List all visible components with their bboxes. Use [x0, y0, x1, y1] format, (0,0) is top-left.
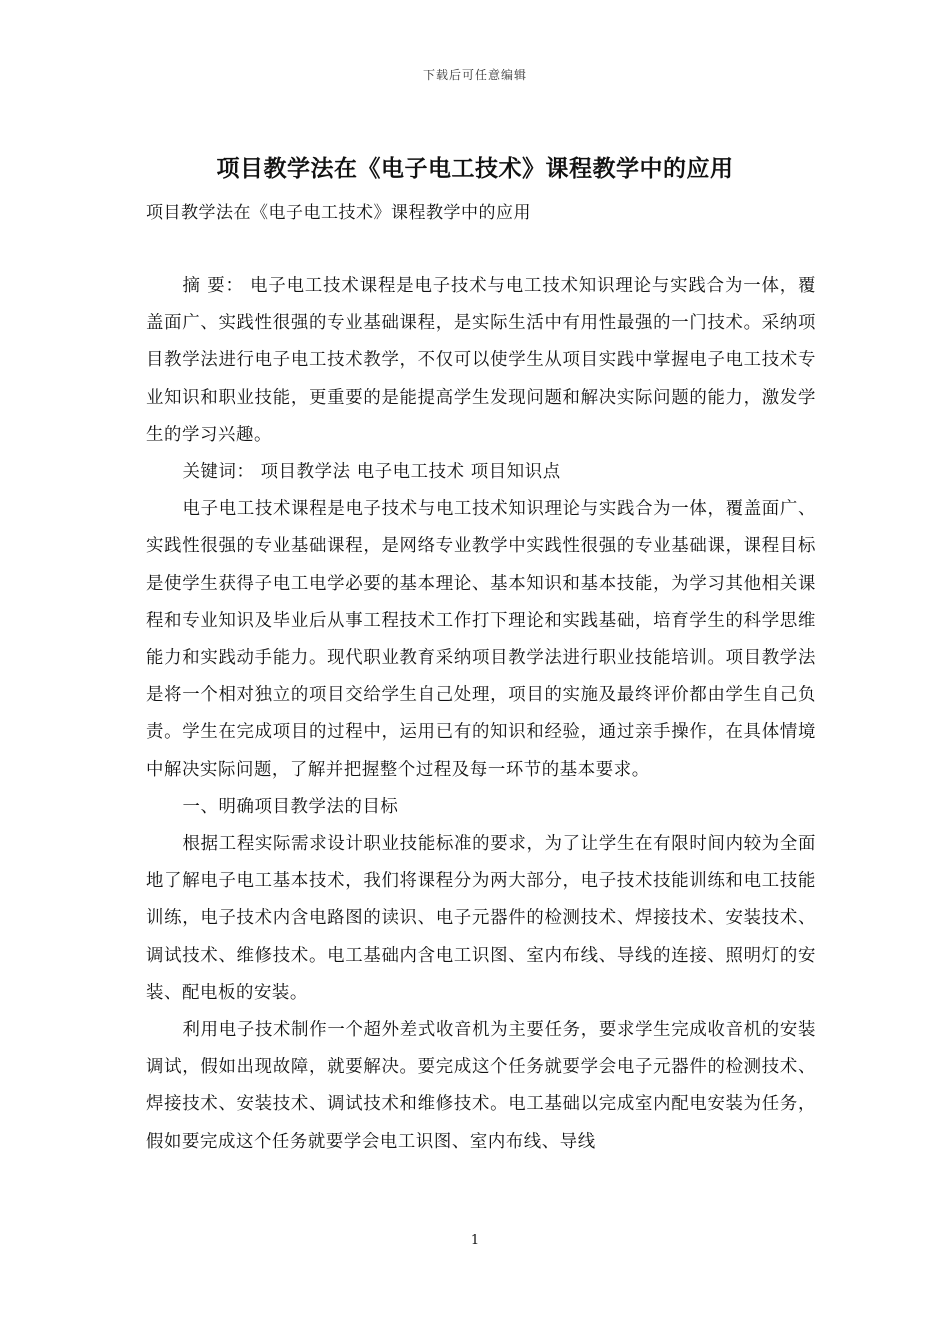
body-paragraph: 根据工程实际需求设计职业技能标准的要求，为了让学生在有限时间内较为全面地了解电子电工基本技术，我们将课程分为两大部分，电子技术技能训练和电工技能训练，电子技术内含电路图的读识、电子元器件的检测技术、焊接技术、安装技术、调试技术、维修技术。电工基础内含电工识图、室内布线、导线的连接、照明灯的安装、配电板的安装。: [146, 834, 816, 1003]
section-heading: 一、明确项目教学法的目标: [182, 796, 399, 817]
keywords-paragraph: 关键词： 项目教学法 电子电工技术 项目知识点: [182, 462, 561, 483]
page-number: 1: [470, 1233, 480, 1248]
document-subtitle: 项目教学法在《电子电工技术》课程教学中的应用: [146, 203, 531, 223]
page-header-note: 下载后可任意编辑: [422, 68, 527, 82]
abstract-paragraph: 摘 要： 电子电工技术课程是电子技术与电工技术知识理论与实践合为一体，覆盖面广、实践性很强的专业基础课程，是实际生活中有用性最强的一门技术。采纳项目教学法进行电子电工技术教学，不仅可以使学生从项目实践中掌握电子电工技术专业知识和职业技能，更重要的是能提高学生发现问题和解决实际问题的能力，激发学生的学习兴趣。: [146, 276, 816, 445]
body-paragraph: 电子电工技术课程是电子技术与电工技术知识理论与实践合为一体，覆盖面广、实践性很强的专业基础课程，是网络专业教学中实践性很强的专业基础课，课程目标是使学生获得子电工电学必要的基本理论、基本知识和基本技能，为学习其他相关课程和专业知识及毕业后从事工程技术工作打下理论和实践基础，培育学生的科学思维能力和实践动手能力。现代职业教育采纳项目教学法进行职业技能培训。项目教学法是将一个相对独立的项目交给学生自己处理，项目的实施及最终评价都由学生自己负责。学生在完成项目的过程中，运用已有的知识和经验，通过亲手操作，在具体情境中解决实际问题，了解并把握整个过程及每一环节的基本要求。: [146, 499, 816, 780]
document-title: 项目教学法在《电子电工技术》课程教学中的应用: [216, 155, 734, 182]
document-body: [146, 268, 816, 1161]
body-paragraph: 利用电子技术制作一个超外差式收音机为主要任务，要求学生完成收音机的安装调试，假如出现故障，就要解决。要完成这个任务就要学会电子元器件的检测技术、焊接技术、安装技术、调试技术和维修技术。电工基础以完成室内配电安装为任务，假如要完成这个任务就要学会电工识图、室内布线、导线: [146, 1020, 816, 1152]
